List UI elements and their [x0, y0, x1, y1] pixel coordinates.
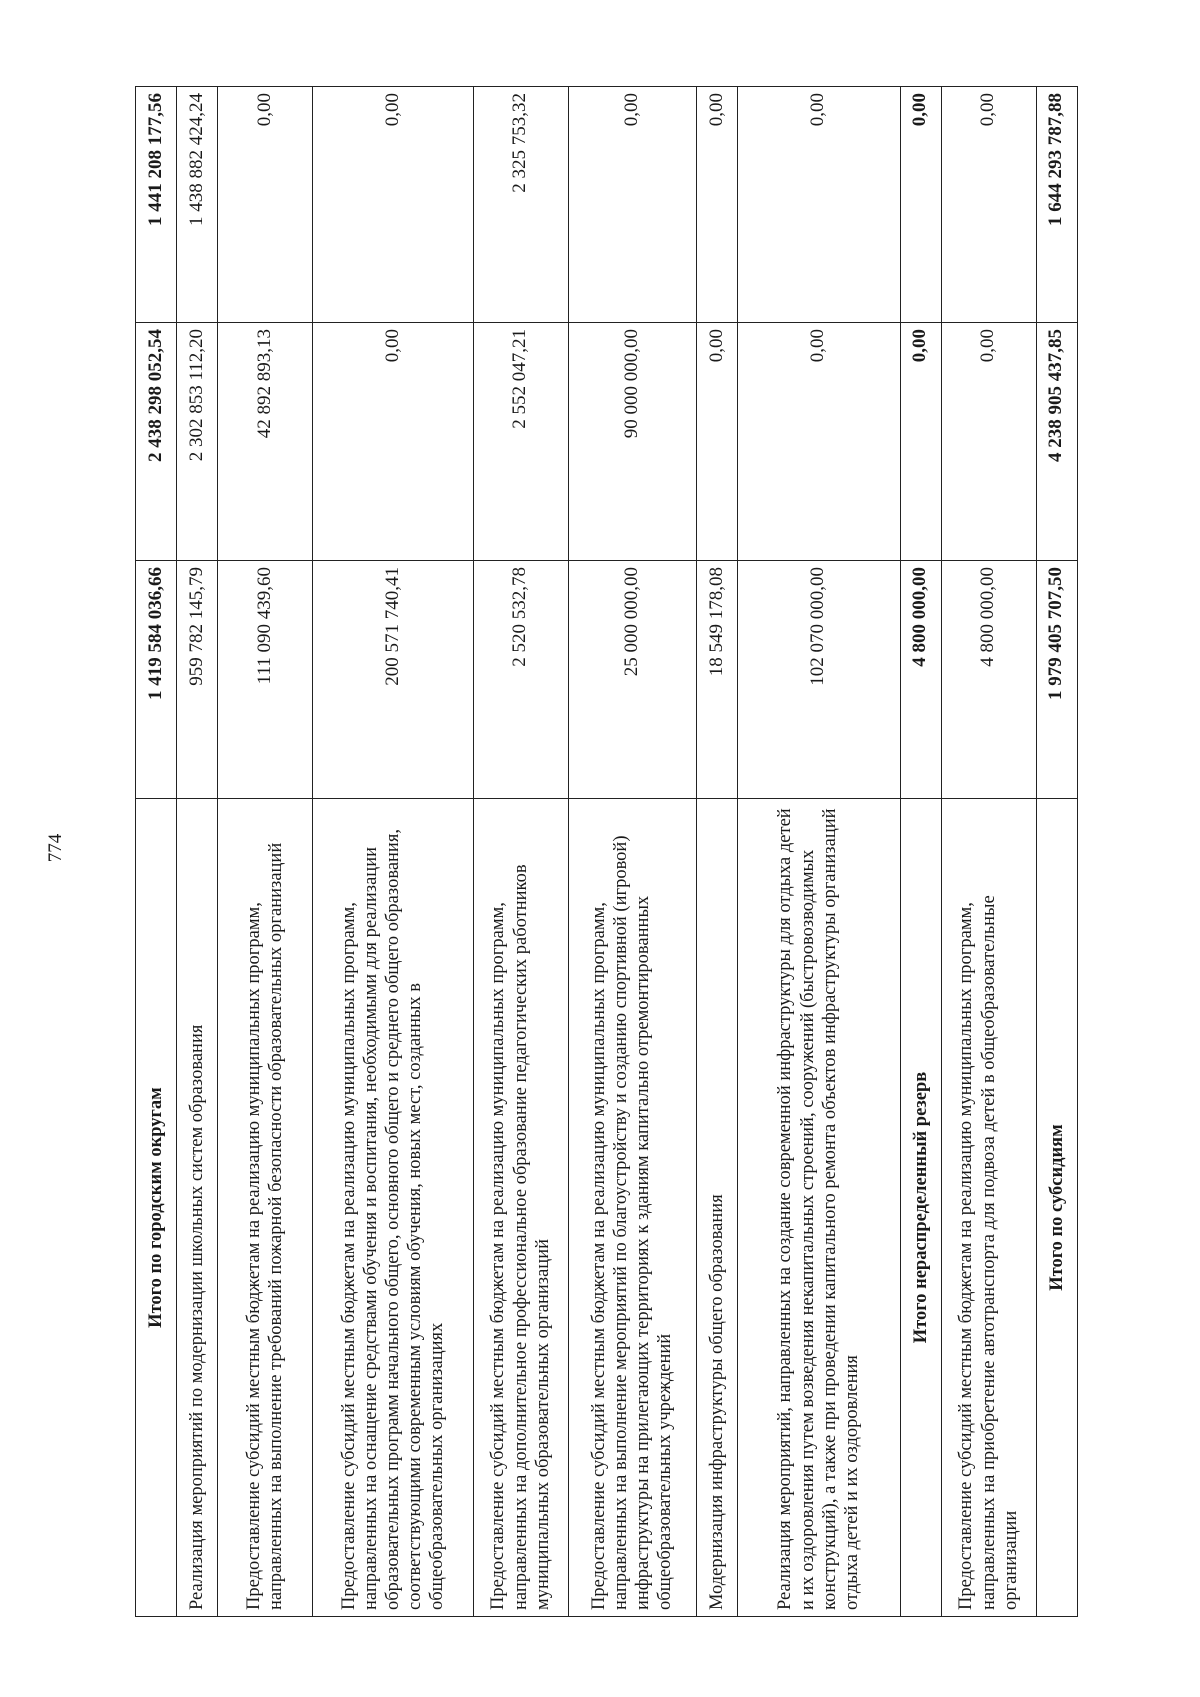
amount-cell: 0,00 [738, 323, 901, 561]
amount-cell: 959 782 145,79 [177, 561, 218, 799]
table-body [136, 87, 1078, 1617]
amount-cell: 111 090 439,60 [218, 561, 313, 799]
row-description: Предоставление субсидий местным бюджетам на реализацию муниципальных программ, направленных на дополнительное профессиональное образование педагогических работников муниципальных образовательных организаций [473, 799, 568, 1617]
row-description: Модернизация инфраструктуры общего образования [696, 799, 737, 1617]
table-row [473, 87, 568, 1617]
amount-cell: 90 000 000,00 [568, 323, 696, 561]
table-row [218, 87, 313, 1617]
amount-cell: 0,00 [900, 87, 941, 323]
amount-cell: 0,00 [313, 323, 473, 561]
amount-cell: 2 520 532,78 [473, 561, 568, 799]
amount-cell: 2 438 298 052,54 [136, 323, 177, 561]
amount-cell: 25 000 000,00 [568, 561, 696, 799]
amount-cell: 0,00 [696, 87, 737, 323]
amount-cell: 4 238 905 437,85 [1036, 323, 1077, 561]
table-row [568, 87, 696, 1617]
amount-cell: 0,00 [900, 323, 941, 561]
amount-cell: 1 438 882 424,24 [177, 87, 218, 323]
amount-cell: 0,00 [696, 323, 737, 561]
total-label: Итого по субсидиям [1036, 799, 1077, 1617]
amount-cell: 2 302 853 112,20 [177, 323, 218, 561]
row-description: Предоставление субсидий местным бюджетам на реализацию муниципальных программ, направленных на выполнение мероприятий по благоустройству и созданию спортивной (игровой) инфраструктуры на прилегающих территориях к зданиям капитально отремонтированных общеобразовательных учреждений [568, 799, 696, 1617]
amount-cell: 1 419 584 036,66 [136, 561, 177, 799]
row-description: Предоставление субсидий местным бюджетам на реализацию муниципальных программ, направленных на приобретение автотранспорта для подвоза детей в общеобразовательные организации [941, 799, 1036, 1617]
amount-cell: 102 070 000,00 [738, 561, 901, 799]
total-row [1036, 87, 1077, 1617]
amount-cell: 200 571 740,41 [313, 561, 473, 799]
table-row [177, 87, 218, 1617]
amount-cell: 42 892 893,13 [218, 323, 313, 561]
total-label: Итого нераспределенный резерв [900, 799, 941, 1617]
total-row [900, 87, 941, 1617]
amount-cell: 0,00 [313, 87, 473, 323]
row-description: Предоставление субсидий местным бюджетам на реализацию муниципальных программ, направленных на оснащение средствами обучения и воспитания, необходимыми для реализации образовательных программ начального общего, основного общего и среднего общего образования, соответствующими современным условиям обучения, новых мест, созданных в общеобразовательных организациях [313, 799, 473, 1617]
total-label: Итого по городским округам [136, 799, 177, 1617]
rotated-table-wrapper [135, 87, 1078, 1617]
amount-cell: 4 800 000,00 [941, 561, 1036, 799]
amount-cell: 1 644 293 787,88 [1036, 87, 1077, 323]
amount-cell: 0,00 [738, 87, 901, 323]
amount-cell: 2 325 753,32 [473, 87, 568, 323]
amount-cell: 2 552 047,21 [473, 323, 568, 561]
amount-cell: 0,00 [568, 87, 696, 323]
amount-cell: 4 800 000,00 [900, 561, 941, 799]
table-row [941, 87, 1036, 1617]
amount-cell: 0,00 [218, 87, 313, 323]
table-row [738, 87, 901, 1617]
page-number: 774 [45, 833, 66, 863]
subsidies-table [135, 86, 1078, 1617]
row-description: Предоставление субсидий местным бюджетам на реализацию муниципальных программ, направленных на выполнение требований пожарной безопасности образовательных организаций [218, 799, 313, 1617]
amount-cell: 1 979 405 707,50 [1036, 561, 1077, 799]
row-description: Реализация мероприятий по модернизации школьных систем образования [177, 799, 218, 1617]
row-description: Реализация мероприятий, направленных на создание современной инфраструктуры для отдыха детей и их оздоровления путем возведения некапитальных строений, сооружений (быстровозводимых конструкций), а также при проведении капитального ремонта объектов инфраструктуры организаций отдыха детей и их оздоровления [738, 799, 901, 1617]
table-row [313, 87, 473, 1617]
amount-cell: 1 441 208 177,56 [136, 87, 177, 323]
total-row [136, 87, 177, 1617]
amount-cell: 0,00 [941, 323, 1036, 561]
amount-cell: 0,00 [941, 87, 1036, 323]
table-row [696, 87, 737, 1617]
amount-cell: 18 549 178,08 [696, 561, 737, 799]
